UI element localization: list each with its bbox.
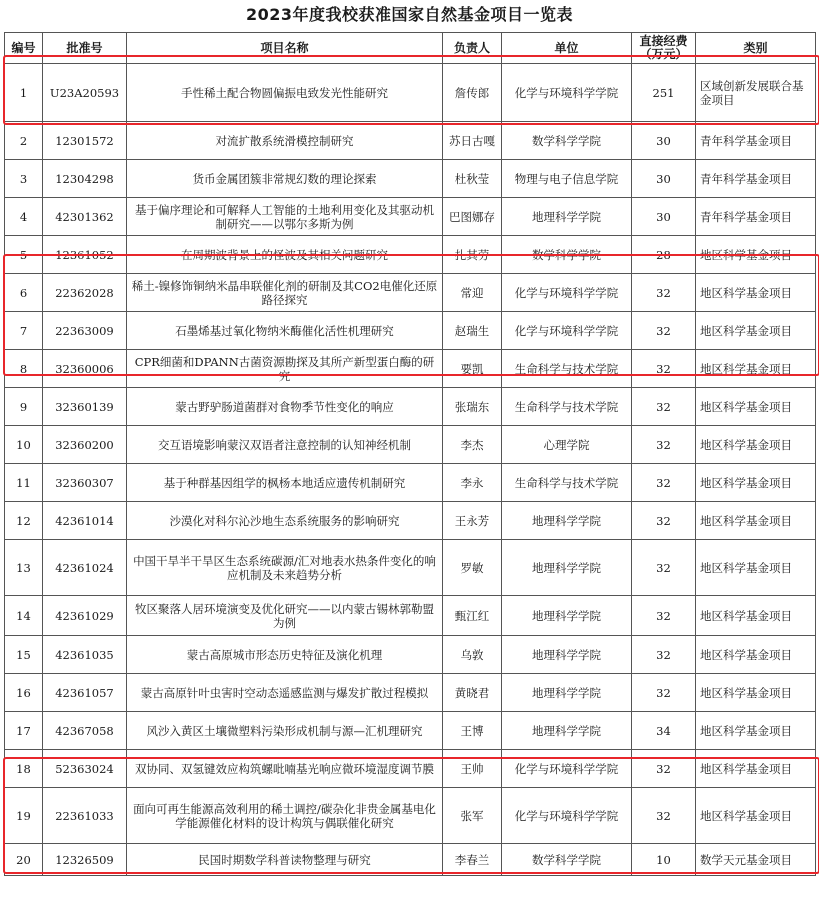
cell-no: 8	[5, 350, 43, 388]
cell-funds: 10	[632, 844, 696, 876]
cell-no: 19	[5, 788, 43, 844]
cell-funds: 32	[632, 350, 696, 388]
cell-category: 地区科学基金项目	[696, 274, 816, 312]
cell-category: 地区科学基金项目	[696, 426, 816, 464]
cell-leader: 王永芳	[443, 502, 502, 540]
cell-funds: 28	[632, 236, 696, 274]
cell-no: 15	[5, 636, 43, 674]
cell-leader: 苏日古嘎	[443, 122, 502, 160]
cell-category: 区域创新发展联合基金项目	[696, 64, 816, 122]
cell-approval: 32360200	[43, 426, 127, 464]
cell-leader: 李春兰	[443, 844, 502, 876]
cell-funds: 32	[632, 502, 696, 540]
cell-name: 基于种群基因组学的枫杨本地适应遗传机制研究	[127, 464, 443, 502]
cell-funds: 32	[632, 596, 696, 636]
cell-leader: 巴图娜存	[443, 198, 502, 236]
cell-approval: 52363024	[43, 750, 127, 788]
table-row	[5, 788, 816, 844]
projects-table	[4, 32, 816, 876]
header-name: 项目名称	[127, 33, 443, 64]
cell-approval: 22361033	[43, 788, 127, 844]
cell-category: 地区科学基金项目	[696, 502, 816, 540]
cell-leader: 张军	[443, 788, 502, 844]
cell-name: 货币金属团簇非常规幻数的理论探索	[127, 160, 443, 198]
cell-unit: 地理科学学院	[502, 674, 632, 712]
cell-leader: 甄江红	[443, 596, 502, 636]
cell-approval: 22362028	[43, 274, 127, 312]
cell-no: 3	[5, 160, 43, 198]
cell-no: 5	[5, 236, 43, 274]
table-row	[5, 844, 816, 876]
cell-name: 蒙古野驴肠道菌群对食物季节性变化的响应	[127, 388, 443, 426]
cell-unit: 生命科学与技术学院	[502, 388, 632, 426]
table-row	[5, 502, 816, 540]
cell-category: 地区科学基金项目	[696, 712, 816, 750]
cell-funds: 32	[632, 750, 696, 788]
cell-funds: 32	[632, 788, 696, 844]
table-row	[5, 464, 816, 502]
table-row	[5, 64, 816, 122]
cell-unit: 生命科学与技术学院	[502, 350, 632, 388]
cell-unit: 化学与环境科学学院	[502, 750, 632, 788]
cell-funds: 32	[632, 636, 696, 674]
header-leader: 负责人	[443, 33, 502, 64]
cell-unit: 心理学院	[502, 426, 632, 464]
cell-name: 稀土-镍修饰铜纳米晶串联催化剂的研制及其CO2电催化还原路径探究	[127, 274, 443, 312]
cell-name: 蒙古高原针叶虫害时空动态遥感监测与爆发扩散过程模拟	[127, 674, 443, 712]
cell-leader: 张瑞东	[443, 388, 502, 426]
cell-funds: 32	[632, 312, 696, 350]
cell-no: 6	[5, 274, 43, 312]
cell-no: 18	[5, 750, 43, 788]
cell-category: 地区科学基金项目	[696, 388, 816, 426]
cell-approval: 42361035	[43, 636, 127, 674]
cell-leader: 李杰	[443, 426, 502, 464]
cell-funds: 32	[632, 464, 696, 502]
cell-leader: 扎其劳	[443, 236, 502, 274]
cell-name: 民国时期数学科普读物整理与研究	[127, 844, 443, 876]
cell-name: 交互语境影响蒙汉双语者注意控制的认知神经机制	[127, 426, 443, 464]
cell-leader: 王帅	[443, 750, 502, 788]
header-category: 类别	[696, 33, 816, 64]
table-row	[5, 312, 816, 350]
header-row	[5, 33, 816, 64]
cell-name: 面向可再生能源高效利用的稀土调控/碳杂化非贵金属基电化学能源催化材料的设计构筑与偶联催化研究	[127, 788, 443, 844]
cell-name: 风沙入黄区土壤微塑料污染形成机制与源—汇机理研究	[127, 712, 443, 750]
cell-unit: 化学与环境科学学院	[502, 64, 632, 122]
cell-unit: 地理科学学院	[502, 712, 632, 750]
cell-approval: 22363009	[43, 312, 127, 350]
cell-name: 沙漠化对科尔沁沙地生态系统服务的影响研究	[127, 502, 443, 540]
cell-category: 青年科学基金项目	[696, 160, 816, 198]
cell-leader: 常迎	[443, 274, 502, 312]
cell-unit: 物理与电子信息学院	[502, 160, 632, 198]
table-row	[5, 636, 816, 674]
cell-funds: 32	[632, 388, 696, 426]
cell-approval: 42301362	[43, 198, 127, 236]
table-row	[5, 750, 816, 788]
cell-unit: 数学科学学院	[502, 122, 632, 160]
cell-category: 数学天元基金项目	[696, 844, 816, 876]
cell-unit: 地理科学学院	[502, 596, 632, 636]
cell-approval: 12326509	[43, 844, 127, 876]
cell-approval: 42361024	[43, 540, 127, 596]
cell-unit: 地理科学学院	[502, 540, 632, 596]
cell-leader: 詹传郎	[443, 64, 502, 122]
cell-no: 4	[5, 198, 43, 236]
cell-name: 基于偏序理论和可解释人工智能的土地利用变化及其驱动机制研究——以鄂尔多斯为例	[127, 198, 443, 236]
cell-funds: 30	[632, 198, 696, 236]
page-title: 2023年度我校获准国家自然基金项目一览表	[245, 5, 574, 24]
table-row	[5, 426, 816, 464]
cell-no: 7	[5, 312, 43, 350]
table-row	[5, 388, 816, 426]
cell-approval: 12304298	[43, 160, 127, 198]
cell-name: 蒙古高原城市形态历史特征及演化机理	[127, 636, 443, 674]
cell-funds: 30	[632, 160, 696, 198]
cell-leader: 乌敦	[443, 636, 502, 674]
cell-unit: 地理科学学院	[502, 636, 632, 674]
cell-unit: 生命科学与技术学院	[502, 464, 632, 502]
cell-approval: 32360139	[43, 388, 127, 426]
header-approval: 批准号	[43, 33, 127, 64]
cell-category: 地区科学基金项目	[696, 596, 816, 636]
cell-unit: 数学科学学院	[502, 844, 632, 876]
cell-funds: 32	[632, 426, 696, 464]
table-row	[5, 122, 816, 160]
table-row	[5, 160, 816, 198]
header-unit: 单位	[502, 33, 632, 64]
cell-approval: 32360307	[43, 464, 127, 502]
cell-category: 地区科学基金项目	[696, 750, 816, 788]
cell-funds: 251	[632, 64, 696, 122]
cell-approval: 42367058	[43, 712, 127, 750]
table-row	[5, 236, 816, 274]
cell-funds: 32	[632, 674, 696, 712]
cell-name: 在周期波背景上的怪波及其相关问题研究	[127, 236, 443, 274]
cell-no: 12	[5, 502, 43, 540]
cell-name: 手性稀土配合物圆偏振电致发光性能研究	[127, 64, 443, 122]
header-funds: 直接经费（万元）	[632, 33, 696, 64]
cell-unit: 地理科学学院	[502, 198, 632, 236]
cell-category: 地区科学基金项目	[696, 788, 816, 844]
cell-approval: 12361052	[43, 236, 127, 274]
cell-no: 17	[5, 712, 43, 750]
cell-no: 9	[5, 388, 43, 426]
cell-approval: 32360006	[43, 350, 127, 388]
cell-name: CPR细菌和DPANN古菌资源勘探及其所产新型蛋白酶的研究	[127, 350, 443, 388]
cell-category: 青年科学基金项目	[696, 122, 816, 160]
cell-category: 地区科学基金项目	[696, 636, 816, 674]
table-row	[5, 350, 816, 388]
cell-approval: 12301572	[43, 122, 127, 160]
cell-funds: 30	[632, 122, 696, 160]
cell-funds: 32	[632, 540, 696, 596]
cell-no: 2	[5, 122, 43, 160]
cell-leader: 王博	[443, 712, 502, 750]
table-row	[5, 540, 816, 596]
cell-leader: 杜秋莹	[443, 160, 502, 198]
cell-funds: 34	[632, 712, 696, 750]
table-row	[5, 198, 816, 236]
cell-approval: 42361014	[43, 502, 127, 540]
cell-category: 地区科学基金项目	[696, 312, 816, 350]
cell-category: 地区科学基金项目	[696, 674, 816, 712]
cell-no: 13	[5, 540, 43, 596]
cell-approval: 42361057	[43, 674, 127, 712]
cell-no: 1	[5, 64, 43, 122]
cell-leader: 要凯	[443, 350, 502, 388]
cell-name: 牧区聚落人居环境演变及优化研究——以内蒙古锡林郭勒盟为例	[127, 596, 443, 636]
cell-no: 16	[5, 674, 43, 712]
cell-name: 中国干旱半干旱区生态系统碳源/汇对地表水热条件变化的响应机制及未来趋势分析	[127, 540, 443, 596]
cell-name: 对流扩散系统滑模控制研究	[127, 122, 443, 160]
cell-leader: 罗敏	[443, 540, 502, 596]
cell-name: 石墨烯基过氧化物纳米酶催化活性机理研究	[127, 312, 443, 350]
cell-no: 14	[5, 596, 43, 636]
table-row	[5, 674, 816, 712]
cell-name: 双协同、双氢键效应构筑螺吡喃基光响应微环境湿度调节膜	[127, 750, 443, 788]
header-no: 编号	[5, 33, 43, 64]
cell-category: 地区科学基金项目	[696, 540, 816, 596]
cell-no: 10	[5, 426, 43, 464]
cell-unit: 化学与环境科学学院	[502, 312, 632, 350]
cell-funds: 32	[632, 274, 696, 312]
cell-approval: 42361029	[43, 596, 127, 636]
table-row	[5, 596, 816, 636]
cell-unit: 化学与环境科学学院	[502, 788, 632, 844]
cell-approval: U23A20593	[43, 64, 127, 122]
cell-unit: 地理科学学院	[502, 502, 632, 540]
cell-category: 地区科学基金项目	[696, 236, 816, 274]
cell-leader: 赵瑞生	[443, 312, 502, 350]
cell-category: 地区科学基金项目	[696, 464, 816, 502]
cell-no: 20	[5, 844, 43, 876]
cell-unit: 数学科学学院	[502, 236, 632, 274]
cell-category: 青年科学基金项目	[696, 198, 816, 236]
table-row	[5, 274, 816, 312]
table-row	[5, 712, 816, 750]
cell-leader: 李永	[443, 464, 502, 502]
cell-unit: 化学与环境科学学院	[502, 274, 632, 312]
cell-leader: 黄晓君	[443, 674, 502, 712]
cell-no: 11	[5, 464, 43, 502]
cell-category: 地区科学基金项目	[696, 350, 816, 388]
